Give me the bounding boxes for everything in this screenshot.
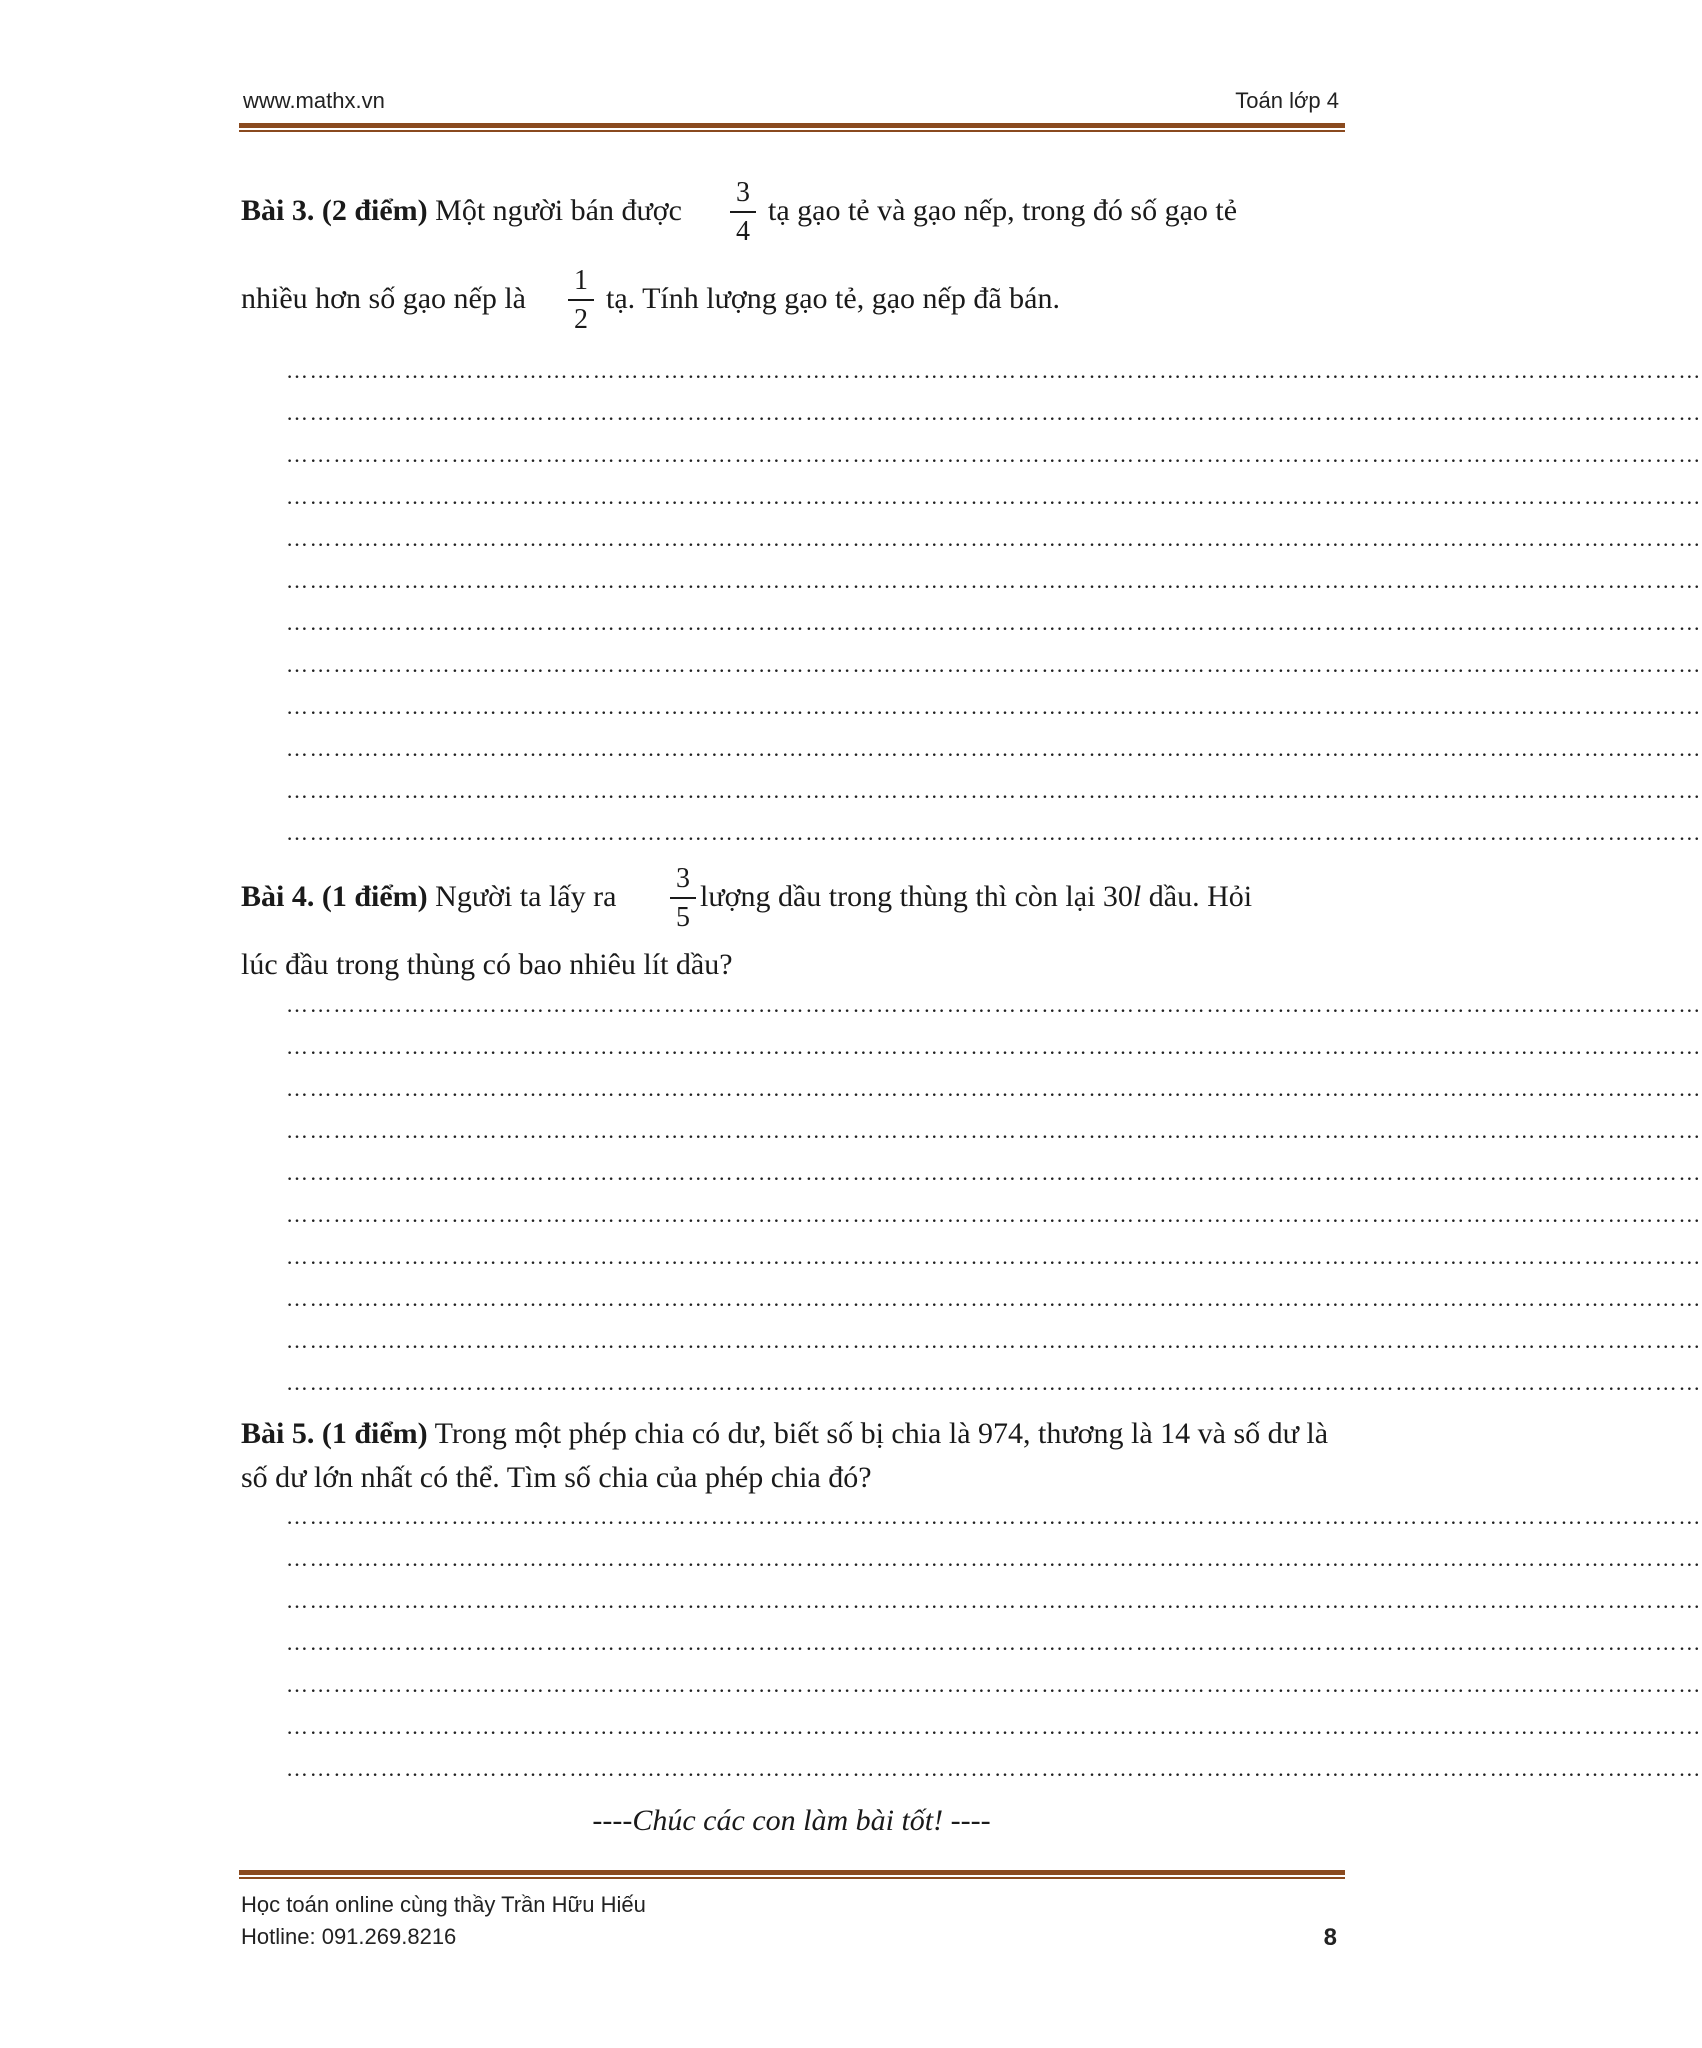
fraction-denominator: 4 <box>736 216 750 247</box>
page-header <box>241 88 1341 118</box>
answer-line[interactable]: ……………………………………………………………………………………………………………………………………………………………… <box>286 1588 1702 1613</box>
problem-4-text-c: dầu. Hỏi <box>1141 880 1253 913</box>
fraction-numerator: 3 <box>676 863 690 894</box>
answer-line[interactable]: ……………………………………………………………………………………………………………………………………………………………… <box>286 1244 1702 1269</box>
answer-line[interactable]: ……………………………………………………………………………………………………………………………………………………………… <box>286 1504 1702 1529</box>
problem-5-label: Bài 5. (1 điểm) <box>241 1417 428 1450</box>
answer-line[interactable]: ……………………………………………………………………………………………………………………………………………………………… <box>286 1076 1702 1101</box>
answer-line[interactable]: ……………………………………………………………………………………………………………………………………………………………… <box>286 568 1702 593</box>
problem-3-text-b: tạ gạo tẻ và gạo nếp, trong đó số gạo tẻ <box>768 194 1238 227</box>
answer-line[interactable]: ……………………………………………………………………………………………………………………………………………………………… <box>286 1714 1702 1739</box>
answer-line[interactable]: ……………………………………………………………………………………………………………………………………………………………… <box>286 778 1702 803</box>
answer-line[interactable]: ……………………………………………………………………………………………………………………………………………………………… <box>286 1202 1702 1227</box>
page-number: 8 <box>1323 1924 1337 1951</box>
answer-line[interactable]: ……………………………………………………………………………………………………………………………………………………………… <box>286 1328 1702 1353</box>
header-subject: Toán lớp 4 <box>1235 88 1339 113</box>
answer-line[interactable]: ……………………………………………………………………………………………………………………………………………………………… <box>286 526 1702 551</box>
fraction-3-5 <box>670 864 696 933</box>
header-rule <box>239 123 1345 132</box>
answer-line[interactable]: ……………………………………………………………………………………………………………………………………………………………… <box>286 1160 1702 1185</box>
fraction-3-4 <box>730 178 756 247</box>
answer-line[interactable]: ……………………………………………………………………………………………………………………………………………………………… <box>286 694 1702 719</box>
problem-5 <box>241 1412 1341 1500</box>
fraction-numerator: 1 <box>574 265 588 296</box>
fraction-numerator: 3 <box>736 177 750 208</box>
answer-line[interactable]: ……………………………………………………………………………………………………………………………………………………………… <box>286 736 1702 761</box>
problem-4-line-2: lúc đầu trong thùng có bao nhiêu lít dầu? <box>241 948 733 981</box>
footer-line-1: Học toán online cùng thầy Trần Hữu Hiếu <box>241 1892 646 1917</box>
answer-line[interactable]: ……………………………………………………………………………………………………………………………………………………………… <box>286 610 1702 635</box>
fraction-1-2 <box>568 266 594 335</box>
answer-line[interactable]: ……………………………………………………………………………………………………………………………………………………………… <box>286 1672 1702 1697</box>
answer-line[interactable]: ……………………………………………………………………………………………………………………………………………………………… <box>286 1118 1702 1143</box>
fraction-denominator: 2 <box>574 304 588 335</box>
problem-3-label: Bài 3. (2 điểm) <box>241 194 428 227</box>
unit-liter: l <box>1132 880 1142 913</box>
answer-line[interactable]: ……………………………………………………………………………………………………………………………………………………………… <box>286 442 1702 467</box>
problem-4-text-a: Người ta lấy ra <box>435 880 617 913</box>
problem-4-label: Bài 4. (1 điểm) <box>241 880 428 913</box>
answer-line[interactable]: ……………………………………………………………………………………………………………………………………………………………… <box>286 1286 1702 1311</box>
footer-line-2 <box>241 1924 1341 1950</box>
problem-5-text: Trong một phép chia có dư, biết số bị chia là 974, thương là 14 và số dư là số dư lớn nhất có thể. Tìm số chia của phép chia đó? <box>241 1417 1329 1494</box>
answer-line[interactable]: ……………………………………………………………………………………………………………………………………………………………… <box>286 652 1702 677</box>
problem-4-text-b: lượng dầu trong thùng thì còn lại 30 <box>700 880 1133 913</box>
header-site: www.mathx.vn <box>243 88 385 113</box>
answer-line[interactable]: ……………………………………………………………………………………………………………………………………………………………… <box>286 358 1702 383</box>
answer-line[interactable]: ……………………………………………………………………………………………………………………………………………………………… <box>286 1756 1702 1781</box>
answer-line[interactable]: ……………………………………………………………………………………………………………………………………………………………… <box>286 820 1702 845</box>
answer-line[interactable]: ……………………………………………………………………………………………………………………………………………………………… <box>286 1370 1702 1395</box>
problem-3-line-2b: tạ. Tính lượng gạo tẻ, gạo nếp đã bán. <box>606 282 1060 315</box>
answer-line[interactable]: ……………………………………………………………………………………………………………………………………………………………… <box>286 484 1702 509</box>
problem-3-text-a: Một người bán được <box>435 194 682 227</box>
footer-hotline: Hotline: 091.269.8216 <box>241 1924 457 1949</box>
answer-line[interactable]: ……………………………………………………………………………………………………………………………………………………………… <box>286 992 1702 1017</box>
closing-message: ----Chúc các con làm bài tốt! ---- <box>592 1804 991 1837</box>
answer-line[interactable]: ……………………………………………………………………………………………………………………………………………………………… <box>286 1034 1702 1059</box>
problem-4-line-1b <box>700 880 1340 914</box>
fraction-denominator: 5 <box>676 902 690 933</box>
answer-line[interactable]: ……………………………………………………………………………………………………………………………………………………………… <box>286 400 1702 425</box>
answer-line[interactable]: ……………………………………………………………………………………………………………………………………………………………… <box>286 1630 1702 1655</box>
problem-3-line-2a: nhiều hơn số gạo nếp là <box>241 282 526 315</box>
answer-line[interactable]: ……………………………………………………………………………………………………………………………………………………………… <box>286 1546 1702 1571</box>
footer-rule <box>239 1870 1345 1879</box>
